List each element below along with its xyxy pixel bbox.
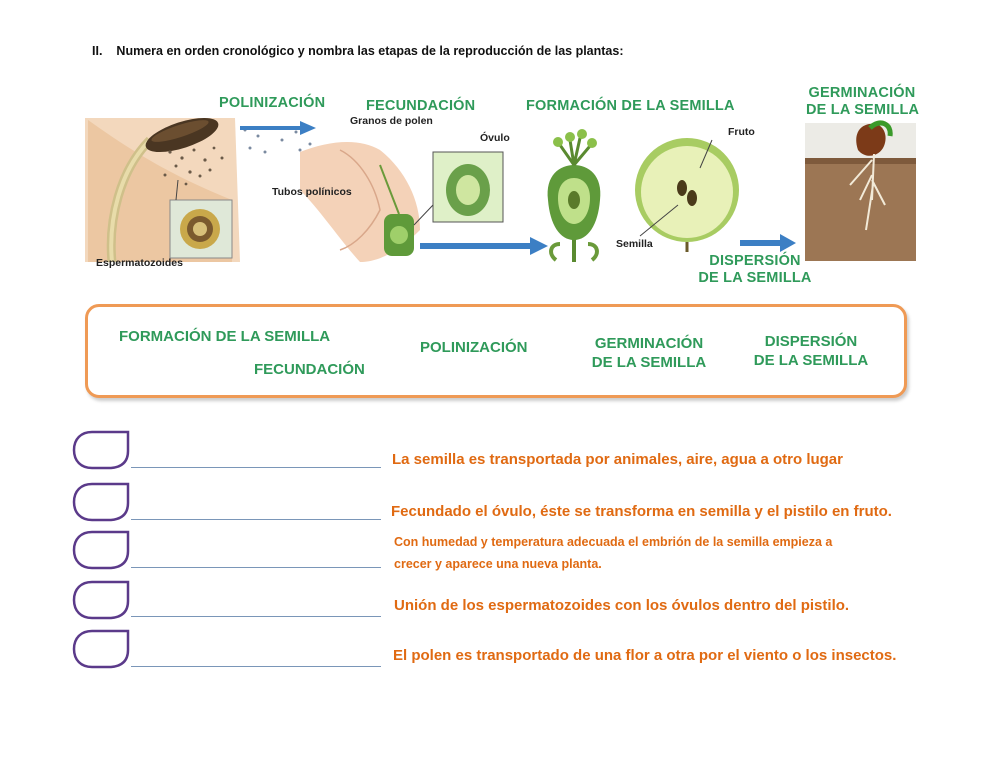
reproduction-diagram xyxy=(0,0,1000,300)
number-box-3[interactable] xyxy=(71,530,131,570)
arrow-fertilization xyxy=(420,237,548,255)
word-germination[interactable] xyxy=(585,334,713,372)
label-fruit: Fruto xyxy=(728,126,755,138)
stage-title-pollination: POLINIZACIÓN xyxy=(219,95,326,111)
word-pollination[interactable]: POLINIZACIÓN xyxy=(420,339,528,356)
stage-title-dispersion xyxy=(696,253,814,287)
label-seed: Semilla xyxy=(616,238,653,250)
arrow-dispersion xyxy=(740,234,796,252)
stage-title-fertilization: FECUNDACIÓN xyxy=(366,98,476,114)
answer-line-5[interactable] xyxy=(131,666,381,667)
word-dispersion[interactable] xyxy=(746,332,876,370)
instruction-text: Numera en orden cronológico y nombra las etapas de la reproducción de las plantas: xyxy=(116,44,624,58)
label-pollen-grains: Granos de polen xyxy=(350,115,433,127)
number-box-4[interactable] xyxy=(71,580,131,620)
sentence-3 xyxy=(394,531,832,575)
stage-title-germination-line2: DE LA SEMILLA xyxy=(806,102,920,118)
label-ovule: Óvulo xyxy=(480,132,510,144)
stage-title-dispersion-line2: DE LA SEMILLA xyxy=(698,270,812,286)
stage-title-germination xyxy=(806,85,918,119)
label-sperm: Espermatozoides xyxy=(96,257,183,269)
word-dispersion-line2: DE LA SEMILLA xyxy=(753,352,869,369)
label-pollen-tubes: Tubos polínicos xyxy=(272,186,352,198)
word-fertilization[interactable]: FECUNDACIÓN xyxy=(254,361,365,378)
sentence-2: Fecundado el óvulo, éste se transforma en semilla y el pistilo en fruto. xyxy=(391,503,892,520)
arrow-pollination xyxy=(240,121,316,135)
sentence-1: La semilla es transportada por animales, aire, agua a otro lugar xyxy=(392,451,843,468)
instruction-number: II. xyxy=(92,44,103,58)
sentence-4: Unión de los espermatozoides con los óvulos dentro del pistilo. xyxy=(394,597,850,614)
sentence-3-line1: Con humedad y temperatura adecuada el embrión de la semilla empieza a xyxy=(394,535,833,549)
number-box-1[interactable] xyxy=(71,430,131,470)
stage-title-dispersion-line1: DISPERSIÓN xyxy=(709,253,801,269)
word-seed-formation[interactable]: FORMACIÓN DE LA SEMILLA xyxy=(119,328,331,345)
word-germination-line1: GERMINACIÓN xyxy=(594,335,704,352)
word-germination-line2: DE LA SEMILLA xyxy=(591,354,707,371)
answer-line-2[interactable] xyxy=(131,519,381,520)
stage-title-seed-formation: FORMACIÓN DE LA SEMILLA xyxy=(526,98,735,114)
answer-line-3[interactable] xyxy=(131,567,381,568)
word-dispersion-line1: DISPERSIÓN xyxy=(764,333,858,350)
number-box-2[interactable] xyxy=(71,482,131,522)
sentence-3-line2: crecer y aparece una nueva planta. xyxy=(394,557,602,571)
sentence-5: El polen es transportado de una flor a otra por el viento o los insectos. xyxy=(393,647,897,664)
answer-line-4[interactable] xyxy=(131,616,381,617)
pollination-illustration xyxy=(85,111,240,262)
stage-title-germination-line1: GERMINACIÓN xyxy=(808,85,916,101)
germination-illustration xyxy=(805,123,916,261)
answer-line-1[interactable] xyxy=(131,467,381,468)
number-box-5[interactable] xyxy=(71,629,131,669)
